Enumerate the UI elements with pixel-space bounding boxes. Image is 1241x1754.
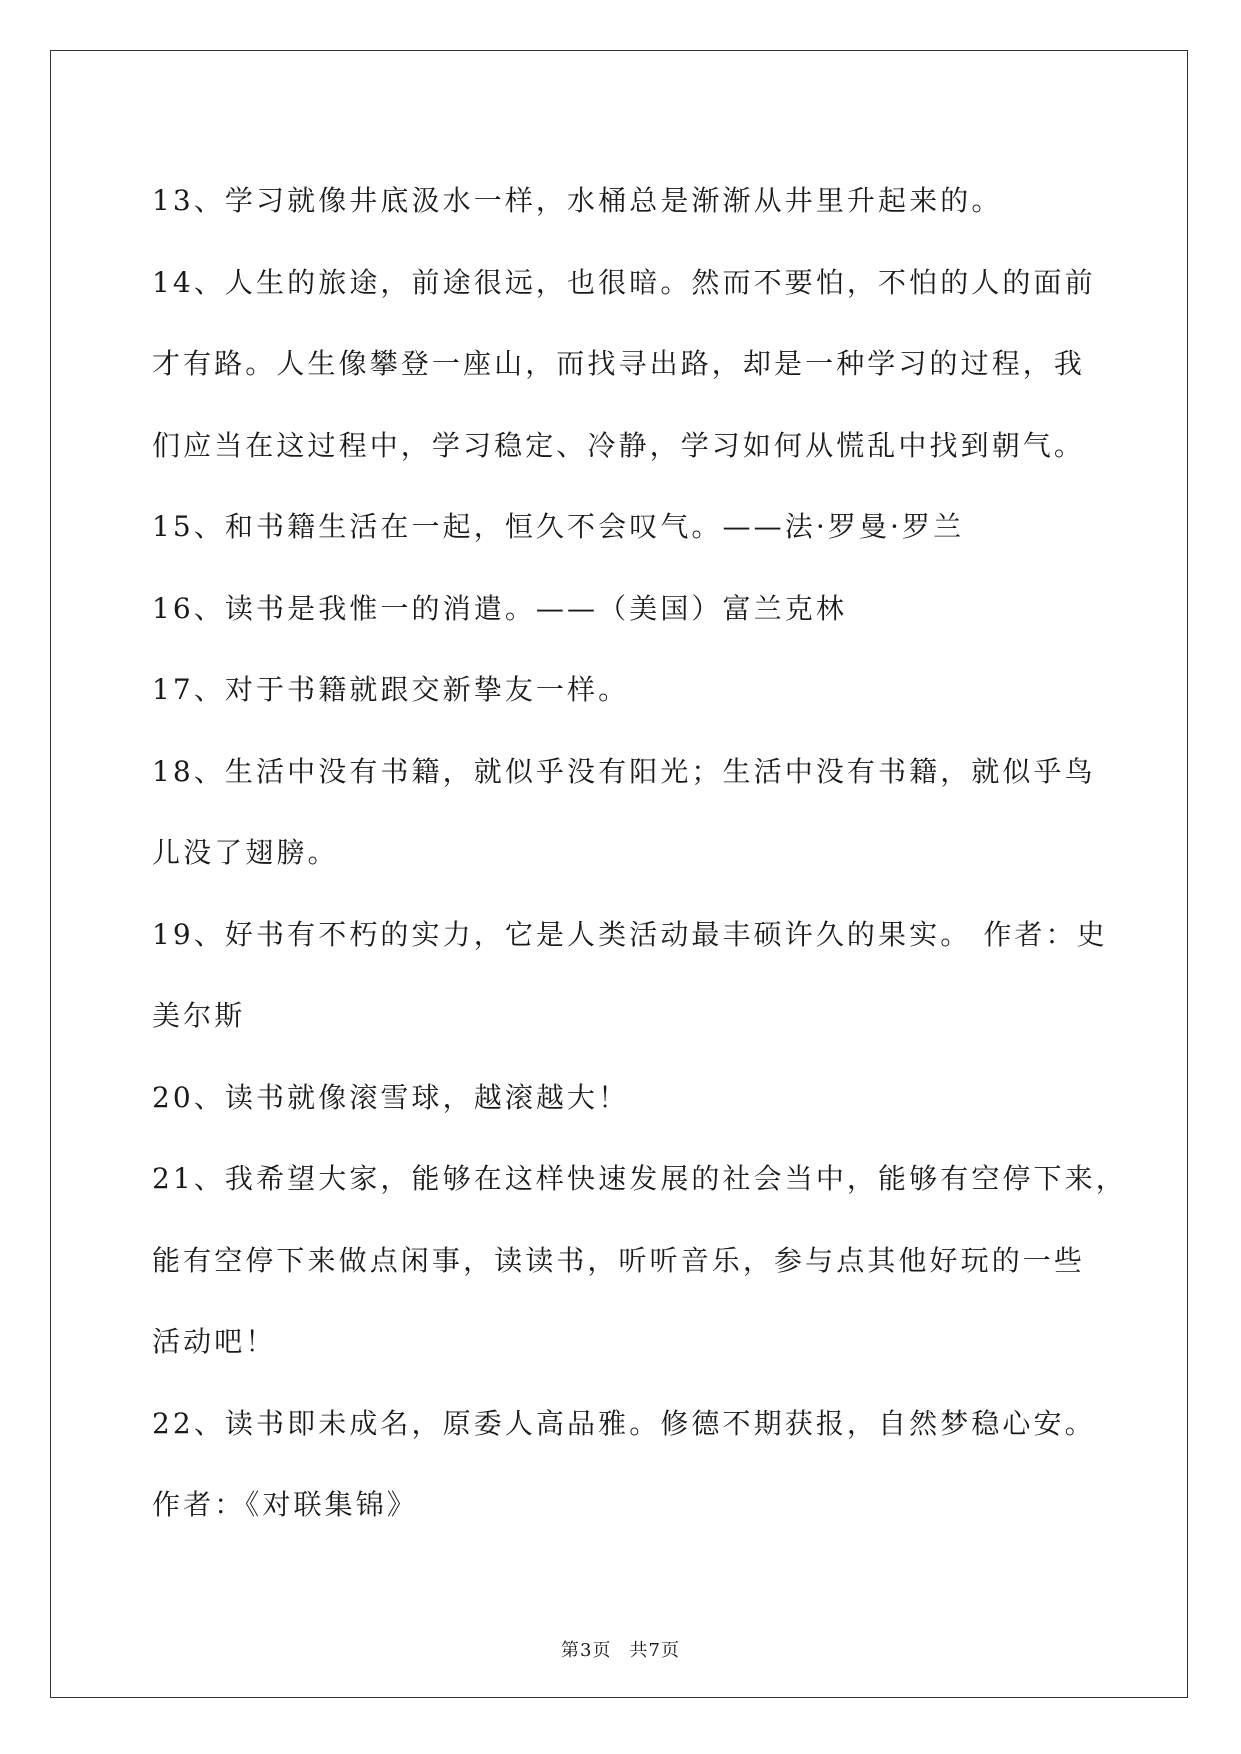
page-number: 第3页 — [561, 1640, 612, 1661]
text-line: 20、读书就像滚雪球，越滚越大！ — [152, 1080, 630, 1114]
text-line: 14、人生的旅途，前途很远，也很暗。然而不要怕，不怕的人的面前 — [152, 265, 1096, 299]
text-line: 作者：《对联集锦》 — [152, 1488, 418, 1521]
text-line: 17、对于书籍就跟交新挚友一样。 — [152, 673, 630, 706]
text-line: 22、读书即未成名，原委人高品雅。修德不期获报，自然梦稳心安。 — [152, 1406, 1096, 1440]
text-line: 才有路。人生像攀登一座山，而找寻出路，却是一种学习的过程，我 — [152, 347, 1086, 380]
text-line: 13、学习就像井底汲水一样，水桶总是渐渐从井里升起来的。 — [152, 184, 1003, 217]
text-line: 18、生活中没有书籍，就似乎没有阳光；生活中没有书籍，就似乎鸟 — [152, 754, 1096, 788]
text-line: 们应当在这过程中，学习稳定、冷静，学习如何从慌乱中找到朝气。 — [152, 428, 1086, 462]
text-line: 儿没了翅膀。 — [152, 836, 339, 869]
text-line: 能有空停下来做点闲事，读读书，听听音乐，参与点其他好玩的一些 — [152, 1243, 1086, 1277]
text-line: 活动吧！ — [152, 1325, 277, 1358]
text-line: 15、和书籍生活在一起，恒久不会叹气。——法·罗曼·罗兰 — [152, 510, 965, 543]
text-line: 19、好书有不朽的实力，它是人类活动最丰硕许久的果实。 作者：史 — [152, 917, 1108, 951]
text-line: 16、读书是我惟一的消遣。——（美国）富兰克林 — [152, 591, 847, 625]
text-line: 21、我希望大家，能够在这样快速发展的社会当中，能够有空停下来， — [152, 1162, 1127, 1195]
text-line: 美尔斯 — [152, 999, 246, 1032]
page-footer — [0, 1636, 1241, 1662]
page-total: 共7页 — [629, 1640, 680, 1661]
